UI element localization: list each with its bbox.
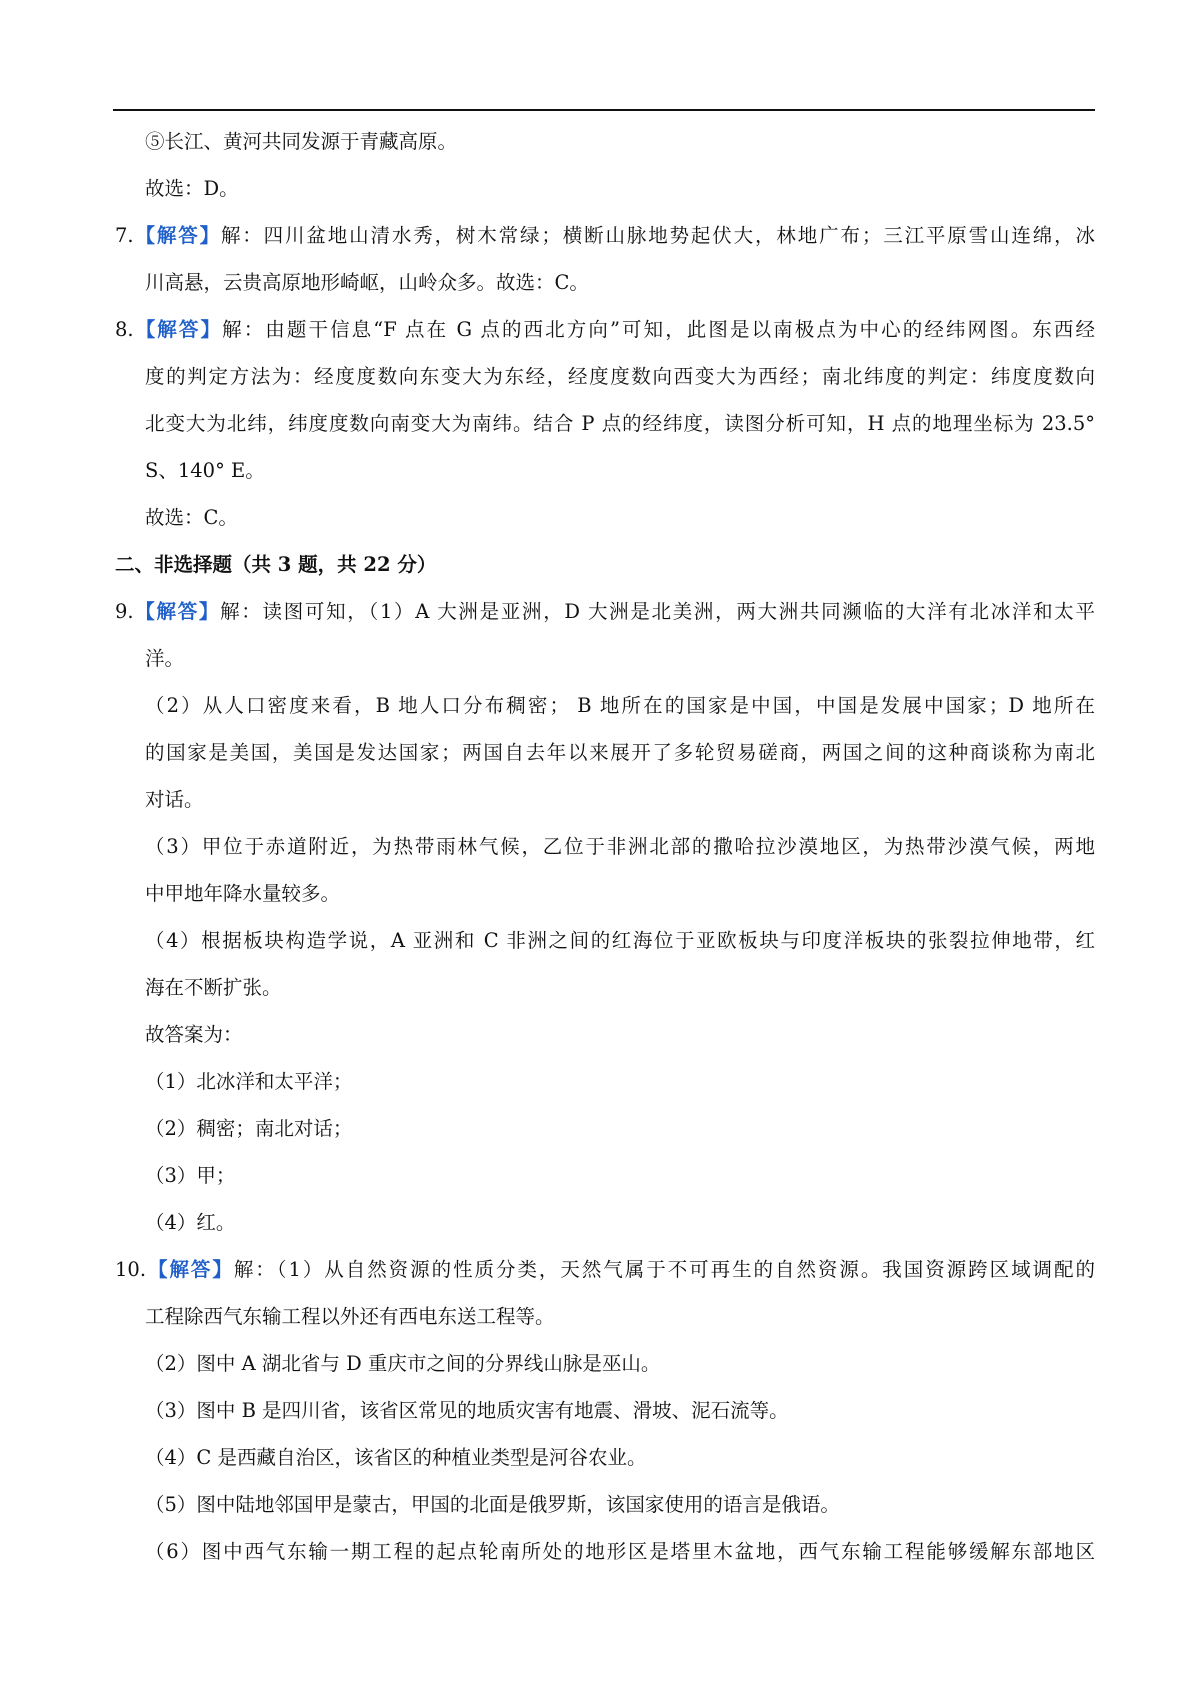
answer-tag: 【解答】	[133, 224, 221, 247]
text-line	[115, 729, 1095, 776]
line-text: （3）甲；	[145, 1164, 236, 1187]
text-line	[115, 1340, 1095, 1387]
text-line	[115, 964, 1095, 1011]
answer-line	[115, 588, 1095, 635]
line-text: 故选：D。	[145, 177, 239, 200]
line-text: （1）北冰洋和太平洋；	[145, 1070, 353, 1093]
header-rule	[113, 109, 1095, 111]
line-text: 洋。	[145, 647, 185, 670]
line-text: （2）图中 A 湖北省与 D 重庆市之间的分界线山脉是巫山。	[145, 1352, 661, 1375]
text-line	[115, 870, 1095, 917]
text-line	[115, 917, 1095, 964]
answer-text: 解：读图可知，（1）A 大洲是亚洲，D 大洲是北美洲，两大洲共同濒临的大洋有北冰洋和太平	[220, 600, 1095, 623]
text-line	[115, 1481, 1095, 1528]
text-line	[115, 447, 1095, 494]
line-text: 海在不断扩张。	[145, 976, 282, 999]
line-text: ⑤长江、黄河共同发源于青藏高原。	[145, 130, 458, 153]
text-line	[115, 1387, 1095, 1434]
text-line	[115, 635, 1095, 682]
line-text: （2）从人口密度来看，B 地人口分布稠密； B 地所在的国家是中国，中国是发展中国家；D 地所在	[145, 694, 1095, 717]
line-text: 故选：C。	[145, 506, 238, 529]
line-text: 的国家是美国，美国是发达国家；两国自去年以来展开了多轮贸易磋商，两国之间的这种商谈称为南北	[145, 741, 1095, 764]
answer-content	[115, 118, 1095, 1575]
line-text: （2）稠密；南北对话；	[145, 1117, 353, 1140]
line-text: （4）C 是西藏自治区，该省区的种植业类型是河谷农业。	[145, 1446, 647, 1469]
answer-text: 解：由题干信息“F 点在 G 点的西北方向”可知，此图是以南极点为中心的经纬网图。东西经	[222, 318, 1095, 341]
line-text: （5）图中陆地邻国甲是蒙古，甲国的北面是俄罗斯，该国家使用的语言是俄语。	[145, 1493, 840, 1516]
question-number: 10.	[115, 1258, 147, 1281]
line-text: S、140° E。	[145, 459, 265, 482]
text-line	[115, 353, 1095, 400]
line-text: （6）图中西气东输一期工程的起点轮南所处的地形区是塔里木盆地，西气东输工程能够缓解东部地区	[145, 1540, 1095, 1563]
line-text: （4）根据板块构造学说，A 亚洲和 C 非洲之间的红海位于亚欧板块与印度洋板块的张裂拉伸地带，红	[145, 929, 1095, 952]
line-text: 工程除西气东输工程以外还有西电东送工程等。	[145, 1305, 555, 1328]
line-text: （3）甲位于赤道附近，为热带雨林气候，乙位于非洲北部的撒哈拉沙漠地区，为热带沙漠气候，两地	[145, 835, 1095, 858]
text-line	[115, 165, 1095, 212]
text-line	[115, 1058, 1095, 1105]
text-line	[115, 1528, 1095, 1575]
text-line	[115, 400, 1095, 447]
question-number: 8.	[115, 318, 134, 341]
text-line	[115, 776, 1095, 823]
line-text: （3）图中 B 是四川省，该省区常见的地质灾害有地震、滑坡、泥石流等。	[145, 1399, 789, 1422]
text-line	[115, 118, 1095, 165]
text-line	[115, 1011, 1095, 1058]
answer-tag: 【解答】	[146, 1258, 234, 1281]
answer-text: 解：四川盆地山清水秀，树木常绿；横断山脉地势起伏大，林地广布；三江平原雪山连绵，冰	[220, 224, 1095, 247]
section-heading-text: 二、非选择题（共 3 题，共 22 分）	[115, 553, 437, 576]
text-line	[115, 259, 1095, 306]
text-line	[115, 1293, 1095, 1340]
text-line	[115, 823, 1095, 870]
answer-tag: 【解答】	[133, 318, 223, 341]
line-text: 度的判定方法为：经度度数向东变大为东经，经度度数向西变大为西经；南北纬度的判定：纬度度数向	[145, 365, 1095, 388]
text-line	[115, 1105, 1095, 1152]
answer-text: 解：（1）从自然资源的性质分类，天然气属于不可再生的自然资源。我国资源跨区域调配的	[233, 1258, 1095, 1281]
line-text: 川高悬，云贵高原地形崎岖，山岭众多。故选：C。	[145, 271, 589, 294]
answer-tag: 【解答】	[133, 600, 221, 623]
line-text: 北变大为北纬，纬度度数向南变大为南纬。结合 P 点的经纬度，读图分析可知，H 点的地理坐标为 23.5°	[145, 412, 1095, 435]
text-line	[115, 1434, 1095, 1481]
text-line	[115, 1152, 1095, 1199]
question-number: 9.	[115, 600, 134, 623]
line-text: 对话。	[145, 788, 204, 811]
text-line	[115, 1199, 1095, 1246]
line-text: 故答案为：	[145, 1023, 243, 1046]
answer-line	[115, 212, 1095, 259]
line-text: 中甲地年降水量较多。	[145, 882, 341, 905]
text-line	[115, 682, 1095, 729]
answer-line	[115, 306, 1095, 353]
question-number: 7.	[115, 224, 134, 247]
line-text: （4）红。	[145, 1211, 236, 1234]
section-heading	[115, 541, 1095, 588]
answer-line	[115, 1246, 1095, 1293]
text-line	[115, 494, 1095, 541]
